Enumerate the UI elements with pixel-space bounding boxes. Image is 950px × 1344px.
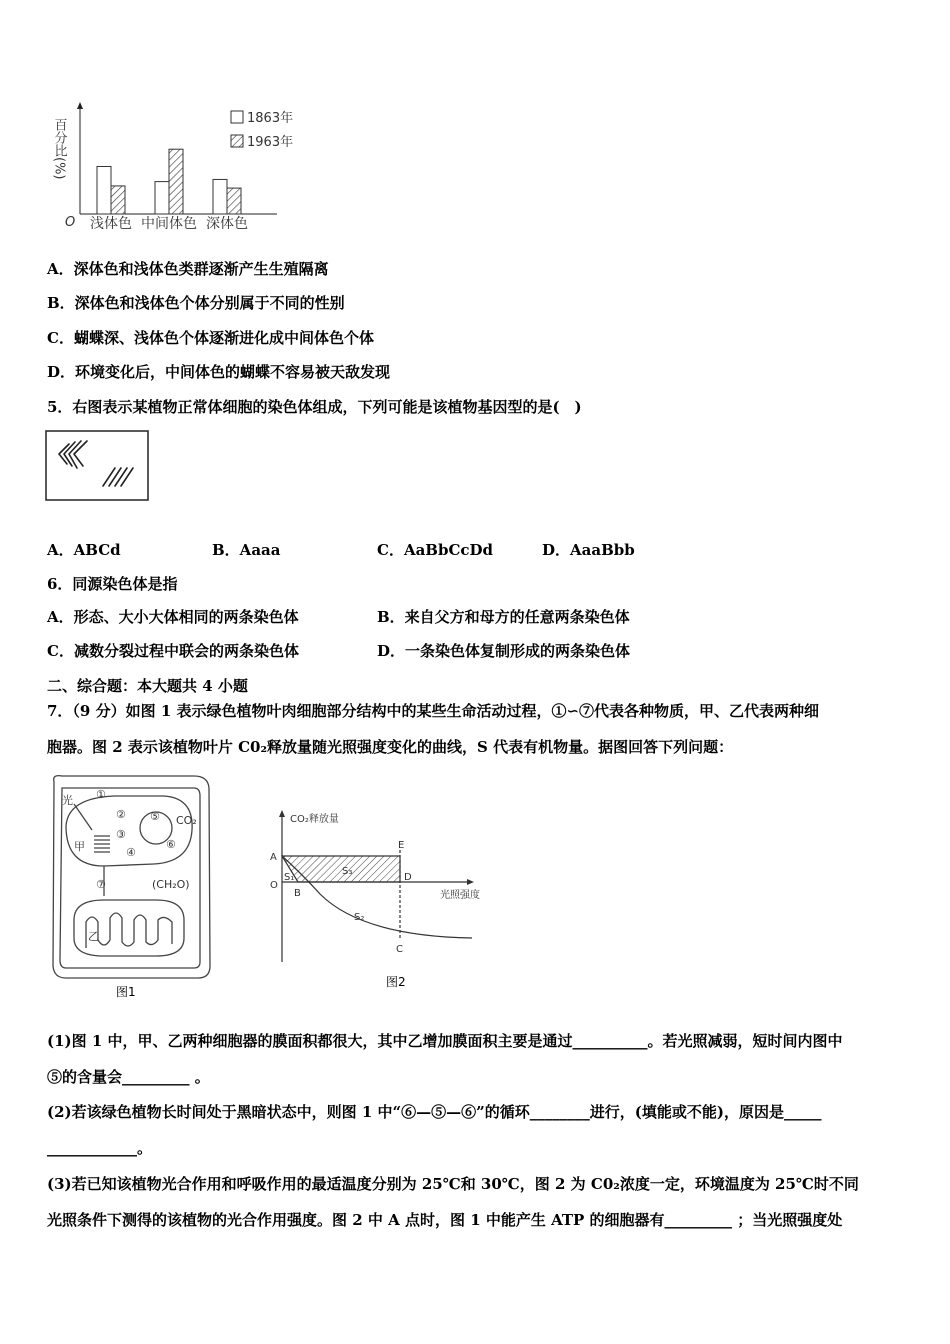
arrow-light — [74, 804, 92, 830]
q5-option-d: D．AaaBbb — [542, 541, 635, 559]
y-axis-label: 百分比(%) — [51, 118, 67, 180]
thylakoid-stack — [94, 836, 110, 852]
fig2-point-d: D — [404, 872, 412, 883]
q5-stem: 5．右图表示某植物正常体细胞的染色体组成，下列可能是该植物基因型的是( ) — [47, 398, 582, 416]
x-tick-label: 浅体色 — [90, 216, 132, 232]
q7-part3-line1: (3)若已知该植物光合作用和呼吸作用的最适温度分别为 25℃和 30℃，图 2 为 C0₂浓度一定，环境温度为 25℃时不同 — [47, 1175, 859, 1193]
fig2-x-arrow — [467, 879, 474, 885]
q6-option-b: B．来自父方和母方的任意两条染色体 — [377, 608, 630, 626]
q6-stem: 6．同源染色体是指 — [47, 575, 178, 593]
fig1-co2-label: CO₂ — [176, 814, 197, 827]
chromosome-set-figure — [45, 430, 151, 502]
q5-option-c: C．AaBbCcDd — [377, 541, 494, 559]
fig2-label-s1: S₁ — [284, 872, 295, 883]
fig1-label-5: ⑤ — [150, 810, 160, 823]
q4-option-b: B．深体色和浅体色个体分别属于不同的性别 — [47, 294, 345, 312]
section-heading: 二、综合题：本大题共 4 小题 — [47, 677, 248, 695]
q6-option-d: D．一条染色体复制形成的两条染色体 — [377, 642, 631, 660]
q4-option-c: C．蝴蝶深、浅体色个体逐渐进化成中间体色个体 — [47, 329, 374, 347]
legend-swatch-1963 — [231, 135, 243, 147]
fig1-yi-label: 乙 — [88, 930, 99, 943]
q7-part2-line1: (2)若该绿色植物长时间处于黑暗状态中，则图 1 中“⑥—⑤—⑥”的循环________进行，(填能或不能)，原因是_____ — [47, 1103, 822, 1121]
fig2-point-b: B — [294, 888, 301, 899]
bar-1963-0 — [111, 186, 125, 214]
fig2-label-s3: S₃ — [342, 866, 353, 877]
figure2-co2-curve — [262, 808, 492, 968]
fig1-light-label: 光 — [62, 794, 73, 807]
figure1-cell-diagram — [44, 770, 224, 1000]
bar-1963-2 — [227, 188, 241, 214]
figure1-caption: 图1 — [116, 985, 136, 999]
fig2-s3-region — [282, 856, 400, 882]
fig1-label-7: ⑦ — [96, 878, 106, 891]
legend-label-1863: 1863年 — [247, 111, 294, 126]
q7-part3-line2: 光照条件下测得的该植物的光合作用强度。图 2 中 A 点时，图 1 中能产生 ATP 的细胞器有_________ ；当光照强度处 — [47, 1211, 843, 1229]
fig2-point-e: E — [398, 840, 405, 851]
fig1-label-3: ③ — [116, 828, 126, 841]
q7-stem-line1: 7．（9 分）如图 1 表示绿色植物叶肉细胞部分结构中的某些生命活动过程，①∽⑦代表各种物质，甲、乙代表两种细 — [47, 702, 820, 720]
bar-1963-1 — [169, 149, 183, 214]
fig2-point-a: A — [270, 852, 277, 863]
legend-swatch-1863 — [231, 111, 243, 123]
y-axis-arrow — [77, 102, 83, 109]
mitochondrion-outline — [74, 900, 184, 956]
q7-part1-line1: (1)图 1 中，甲、乙两种细胞器的膜面积都很大，其中乙增加膜面积主要是通过__________。若光照减弱，短时间内图中 — [47, 1032, 843, 1050]
x-tick-labels — [90, 215, 248, 232]
fig1-label-4: ④ — [126, 846, 136, 859]
q5-option-a: A．ABCd — [47, 541, 121, 559]
fig2-y-arrow — [279, 810, 285, 817]
q4-option-a: A．深体色和浅体色类群逐渐产生生殖隔离 — [47, 260, 329, 278]
bar-1863-1 — [155, 182, 169, 214]
bar-1863-2 — [213, 179, 227, 214]
q7-part1-line2: ⑤的含量会_________ 。 — [47, 1068, 210, 1086]
origin-label: O — [65, 215, 76, 230]
chart-legend — [231, 110, 293, 150]
q7-stem-line2: 胞器。图 2 表示该植物叶片 C0₂释放量随光照强度变化的曲线，S 代表有机物量。据图回答下列问题： — [47, 738, 734, 756]
fig1-label-1: ① — [96, 788, 106, 801]
q5-option-b: B．Aaaa — [212, 541, 281, 559]
fig1-label-6: ⑥ — [166, 838, 176, 851]
fig2-point-o: O — [270, 880, 278, 891]
bar-1863-0 — [97, 166, 111, 214]
fig1-label-2: ② — [116, 808, 126, 821]
fig2-xaxis-label: 光照强度 — [440, 890, 480, 901]
fig2-yaxis-label: CO₂释放量 — [290, 814, 339, 825]
q4-option-d: D．环境变化后，中间体色的蝴蝶不容易被天敌发现 — [47, 363, 391, 381]
fig1-jia-label: 甲 — [74, 840, 85, 853]
figure2-caption: 图2 — [386, 975, 406, 989]
x-tick-label: 中间体色 — [141, 216, 197, 232]
butterfly-color-bar-chart — [45, 100, 315, 238]
legend-label-1963: 1963年 — [247, 135, 294, 150]
fig2-label-s2: S₂ — [354, 912, 365, 923]
x-tick-label: 深体色 — [206, 216, 248, 232]
fig1-ch2o-label: (CH₂O) — [152, 878, 190, 891]
fig2-point-c: C — [396, 944, 403, 955]
q7-part2-line2: ____________。 — [47, 1139, 153, 1157]
bars-group — [97, 149, 241, 214]
q6-option-c: C．减数分裂过程中联会的两条染色体 — [47, 642, 299, 660]
q6-option-a: A．形态、大小大体相同的两条染色体 — [47, 608, 299, 626]
